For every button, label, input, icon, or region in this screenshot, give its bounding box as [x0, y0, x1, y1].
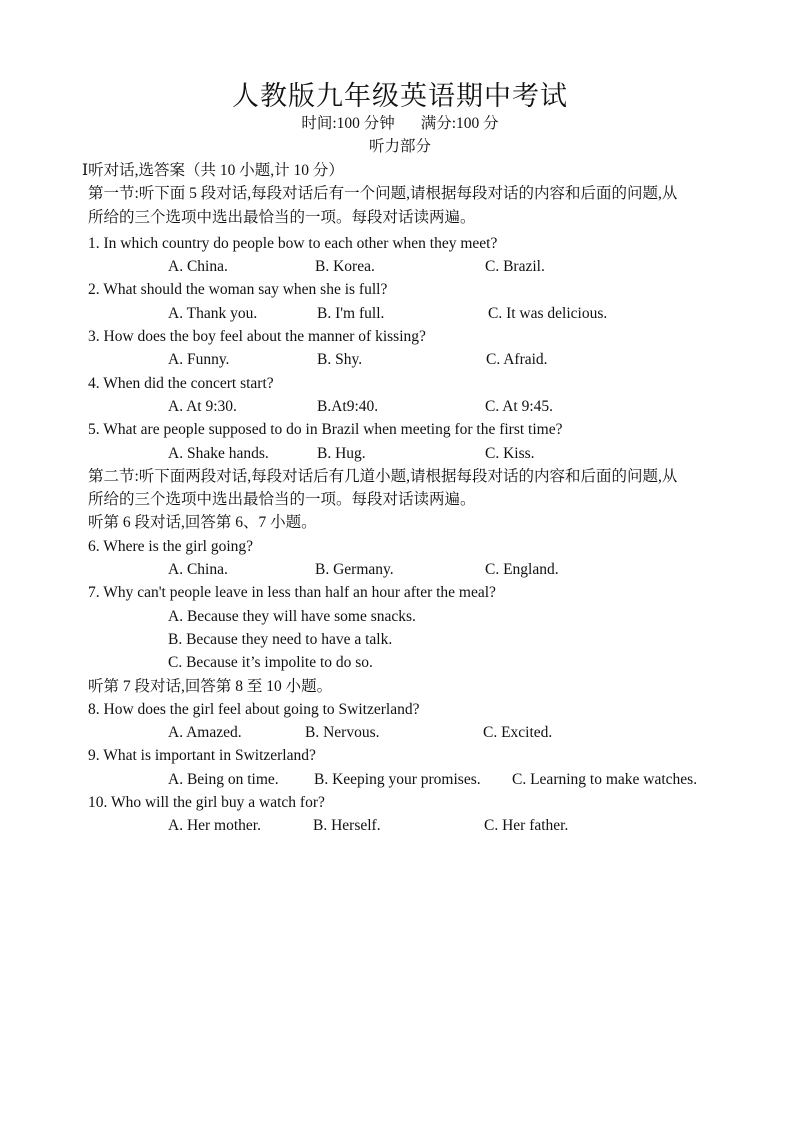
question-8-options: [88, 721, 728, 744]
option-b: B. Keeping your promises.: [314, 770, 481, 788]
question-1: 1. In which country do people bow to each other when they meet?: [88, 234, 498, 252]
question-8: 8. How does the girl feel about going to Switzerland?: [88, 700, 420, 718]
question-9: 9. What is important in Switzerland?: [88, 747, 316, 765]
question-6-options: [88, 558, 728, 581]
option-a: A. Thank you.: [168, 304, 258, 322]
question-6: 6. Where is the girl going?: [88, 537, 254, 555]
question-7: 7. Why can't people leave in less than half an hour after the meal?: [88, 584, 496, 602]
exam-meta: [0, 113, 800, 135]
option-a: A. At 9:30.: [168, 397, 237, 415]
question-5-options: [88, 442, 728, 465]
option-b: B. Because they need to have a talk.: [168, 630, 393, 648]
option-b: B. Nervous.: [305, 724, 380, 742]
time-limit: 时间:100 分钟: [301, 115, 395, 132]
option-c: C. Because it’s impolite to do so.: [168, 654, 373, 672]
option-b: B. I'm full.: [317, 304, 385, 322]
question-4: 4. When did the concert start?: [88, 374, 274, 392]
option-b: B. Germany.: [315, 561, 394, 579]
option-a: A. Funny.: [168, 351, 230, 369]
dialogue-6-heading: 听第 6 段对话,回答第 6、7 小题。: [88, 514, 317, 532]
option-a: A. Shake hands.: [168, 444, 269, 462]
part-heading: Ⅰ听对话,选答案（共 10 小题,计 10 分）: [82, 162, 344, 179]
option-b: B. Shy.: [317, 351, 363, 369]
exam-title: 人教版九年级英语期中考试: [232, 81, 568, 111]
section2-instruction-line-1: 第二节:听下面两段对话,每段对话后有几道小题,请根据每段对话的内容和后面的问题,从: [88, 467, 678, 485]
section1-instruction-line-2: 所给的三个选项中选出最恰当的一项。每段对话读两遍。: [88, 208, 476, 226]
option-c: C. Excited.: [483, 724, 553, 742]
option-a: A. Her mother.: [168, 817, 261, 835]
question-5: 5. What are people supposed to do in Brazil when meeting for the first time?: [88, 421, 563, 439]
dialogue-7-heading: 听第 7 段对话,回答第 8 至 10 小题。: [88, 677, 333, 695]
question-1-options: [88, 255, 728, 278]
option-c: C. Brazil.: [485, 258, 545, 276]
option-b: B. Korea.: [315, 258, 375, 276]
option-a: A. Because they will have some snacks.: [168, 607, 416, 625]
option-c: C. At 9:45.: [485, 397, 554, 415]
option-c: C. Learning to make watches.: [512, 770, 698, 788]
question-4-options: [88, 395, 728, 418]
option-b: B.At9:40.: [317, 397, 379, 415]
question-3: 3. How does the boy feel about the manner of kissing?: [88, 328, 426, 346]
option-c: C. It was delicious.: [488, 304, 608, 322]
question-2: 2. What should the woman say when she is full?: [88, 281, 388, 299]
full-score: 满分:100 分: [420, 115, 499, 132]
option-b: B. Hug.: [317, 444, 366, 462]
option-c: C. Her father.: [484, 817, 569, 835]
option-b: B. Herself.: [313, 817, 381, 835]
option-a: A. Being on time.: [168, 770, 279, 788]
exam-body: [82, 159, 728, 838]
section-title: 听力部分: [368, 138, 431, 155]
section1-instruction-line-1: 第一节:听下面 5 段对话,每段对话后有一个问题,请根据每段对话的内容和后面的问题,从: [88, 185, 678, 203]
option-c: C. Afraid.: [486, 351, 548, 369]
option-a: A. China.: [168, 561, 228, 579]
question-10-options: [88, 814, 728, 837]
option-c: C. Kiss.: [485, 444, 535, 462]
option-a: A. Amazed.: [168, 724, 242, 742]
question-2-options: [88, 302, 728, 325]
question-9-options: [88, 768, 728, 791]
section2-instruction-line-2: 所给的三个选项中选出最恰当的一项。每段对话读两遍。: [88, 491, 476, 509]
question-10: 10. Who will the girl buy a watch for?: [88, 794, 325, 812]
option-a: A. China.: [168, 258, 228, 276]
option-c: C. England.: [485, 561, 559, 579]
question-3-options: [88, 348, 728, 371]
